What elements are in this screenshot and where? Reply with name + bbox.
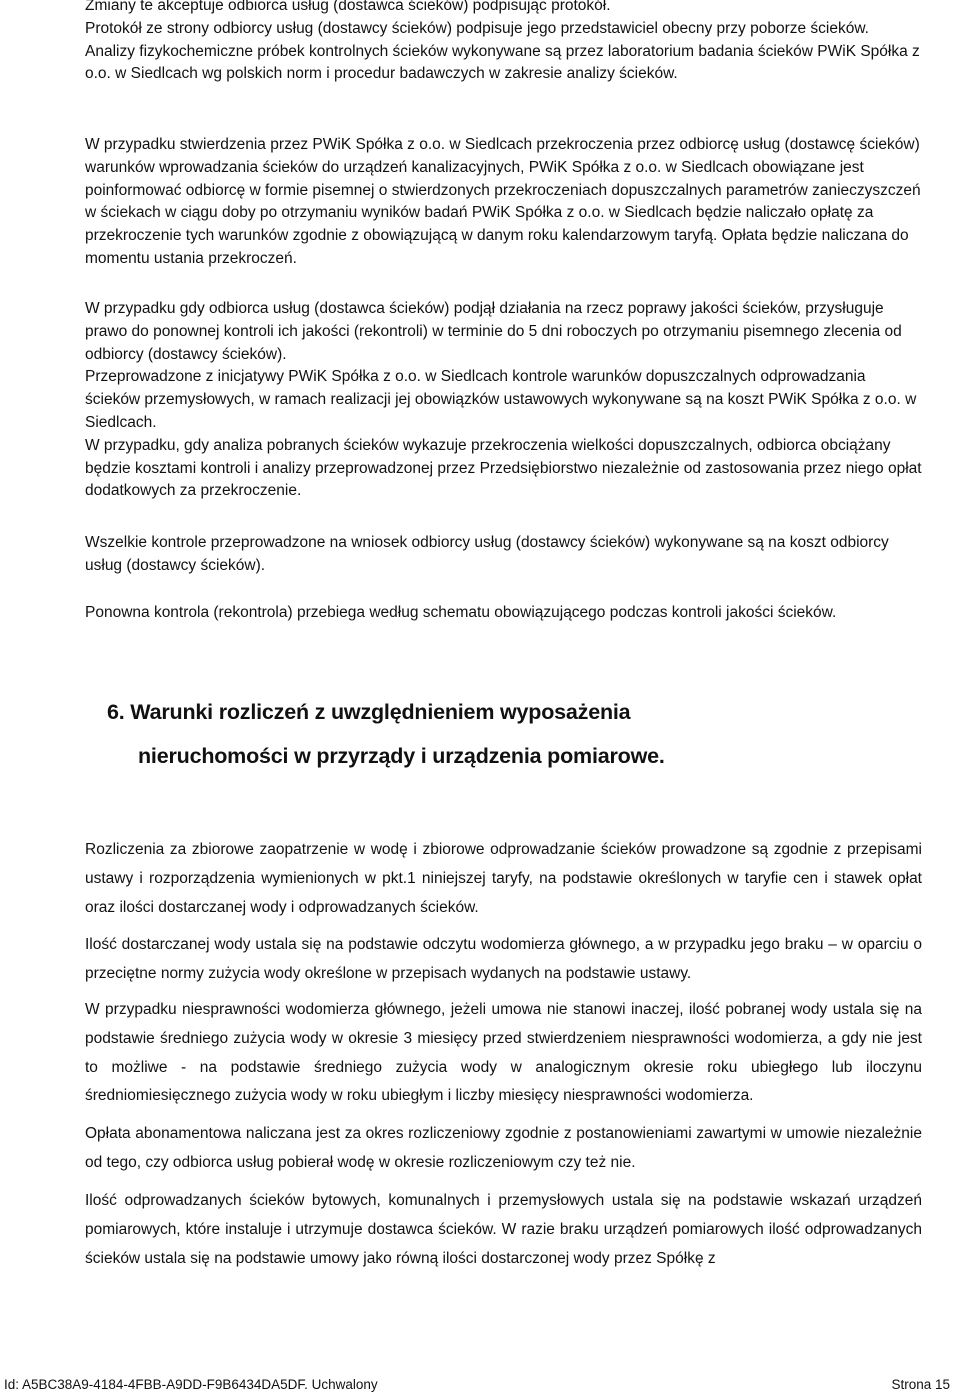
rekontrola-paragraph: Ponowna kontrola (rekontrola) przebiega według schematu obowiązującego podczas kontroli jakości ścieków. xyxy=(85,604,837,621)
request-paragraph: Wszelkie kontrole przeprowadzone na wniosek odbiorcy usług (dostawcy ścieków) wykonywane są na koszt odbiorcy usług (dostawcy ścieków). xyxy=(85,534,889,574)
recheck-paragraph: W przypadku gdy odbiorca usług (dostawca ścieków) podjął działania na rzecz poprawy jakości ścieków, przysługuje prawo do ponownej kontroli ich jakości (rekontroli) w terminie do 5 dni roboczych po otrzymaniu pisemnego zlecenia od odbiorcy (dostawcy ścieków). xyxy=(85,300,902,363)
recheck-section xyxy=(85,298,922,503)
water-quantity-paragraph: Ilość dostarczanej wody ustala się na podstawie odczytu wodomierza głównego, a w przypadku jego braku – w oparciu o przeciętne normy zużycia wody określone w przepisach wydanych na podstawie ustawy. xyxy=(85,936,922,982)
acceptance-paragraph: Zmiany te akceptuje odbiorca usług (dostawca ścieków) podpisując protokół. xyxy=(85,0,611,14)
document-id: Id: A5BC38A9-4184-4FBB-A9DD-F9B6434DA5DF. Uchwalony xyxy=(4,1377,378,1392)
exceedance-cost-paragraph: W przypadku, gdy analiza pobranych ścieków wykazuje przekroczenia wielkości dopuszczalnych, odbiorca obciążany będzie kosztami kontroli i analizy przeprowadzonej przez Przedsiębiorstwo niezależnie od zastosowania przez niego opłat dodatkowych za przekroczenie. xyxy=(85,436,922,500)
settlement-paragraph: Rozliczenia za zbiorowe zaopatrzenie w wodę i zbiorowe odprowadzanie ścieków prowadzone są zgodnie z przepisami ustawy i rozporządzenia wymienionych w pkt.1 niniejszej taryfy, na podstawie określonych w taryfie cen i stawek opłat oraz ilości dostarczanej wody i odprowadzanych ścieków. xyxy=(85,841,922,916)
company-control-paragraph: Przeprowadzone z inicjatywy PWiK Spółka z o.o. w Siedlcach kontrole warunków dopuszczalnych odprowadzania ścieków przemysłowych, w ramach realizacji jej obowiązków ustawowych wykonywane są na koszt PWiK Spółka z o.o. w Siedlcach. xyxy=(85,368,917,431)
subscription-fee-paragraph: Opłata abonamentowa naliczana jest za okres rozliczeniowy zgodnie z postanowieniami zawartymi w umowie niezależnie od tego, czy odbiorca usług pobierał wodę w okresie rozliczeniowym czy też nie. xyxy=(85,1125,922,1171)
meter-failure-paragraph: W przypadku niesprawności wodomierza głównego, jeżeli umowa nie stanowi inaczej, ilość pobranej wody ustala się na podstawie średniego zużycia wody w okresie 3 miesięcy przed stwierdzeniem niesprawności wodomierza, a gdy nie jest to możliwe - na podstawie średniego zużycia wody w analogicznym okresie roku ubiegłego lub iloczynu średniomiesięcznego zużycia wody w roku ubiegłym i liczby miesięcy niesprawności wodomierza. xyxy=(85,1001,922,1105)
analysis-paragraph: Analizy fizykochemiczne próbek kontrolnych ścieków wykonywane są przez laboratorium badania ścieków PWiK Spółka z o.o. w Siedlcach wg polskich norm i procedur badawczych w zakresie analizy ścieków. xyxy=(85,42,920,83)
section-heading-line1: 6. Warunki rozliczeń z uwzględnieniem wyposażenia xyxy=(107,700,631,724)
intro-section xyxy=(85,0,922,86)
request-section xyxy=(85,532,922,578)
page-number: Strona 15 xyxy=(891,1377,950,1392)
rekontrola-section xyxy=(85,602,922,625)
violation-paragraph: W przypadku stwierdzenia przez PWiK Spółka z o.o. w Siedlcach przekroczenia przez odbiorcę usług (dostawcę ścieków) warunków wprowadzania ścieków do urządzeń kanalizacyjnych, PWiK Spółka z o.o. w Siedlcach obowiązane jest poinformować odbiorcę w formie pisemnej o stwierdzonych przekroczeniach dopuszczalnych parametrów zanieczyszczeń w ściekach w ciągu doby po otrzymaniu wyników badań PWiK Spółka z o.o. w Siedlcach będzie naliczało opłatę za przekroczenie tych warunków zgodnie z obowiązującą w danym roku kalendarzowym taryfą. Opłata będzie naliczana do momentu ustania przekroczeń. xyxy=(85,136,921,267)
sewage-quantity-paragraph: Ilość odprowadzanych ścieków bytowych, komunalnych i przemysłowych ustala się na podstawie wskazań urządzeń pomiarowych, które instaluje i utrzymuje dostawca ścieków. W razie braku urządzeń pomiarowych ilość odprowadzanych ścieków ustala się na podstawie umowy jako równą ilości dostarczonej wody przez Spółkę z xyxy=(85,1192,922,1267)
protocol-paragraph: Protokół ze strony odbiorcy usług (dostawcy ścieków) podpisuje jego przedstawiciel obecny przy poborze ścieków. xyxy=(85,19,869,37)
violation-section xyxy=(85,134,922,271)
section-heading-line2: nieruchomości w przyrządy i urządzenia pomiarowe. xyxy=(138,744,665,768)
